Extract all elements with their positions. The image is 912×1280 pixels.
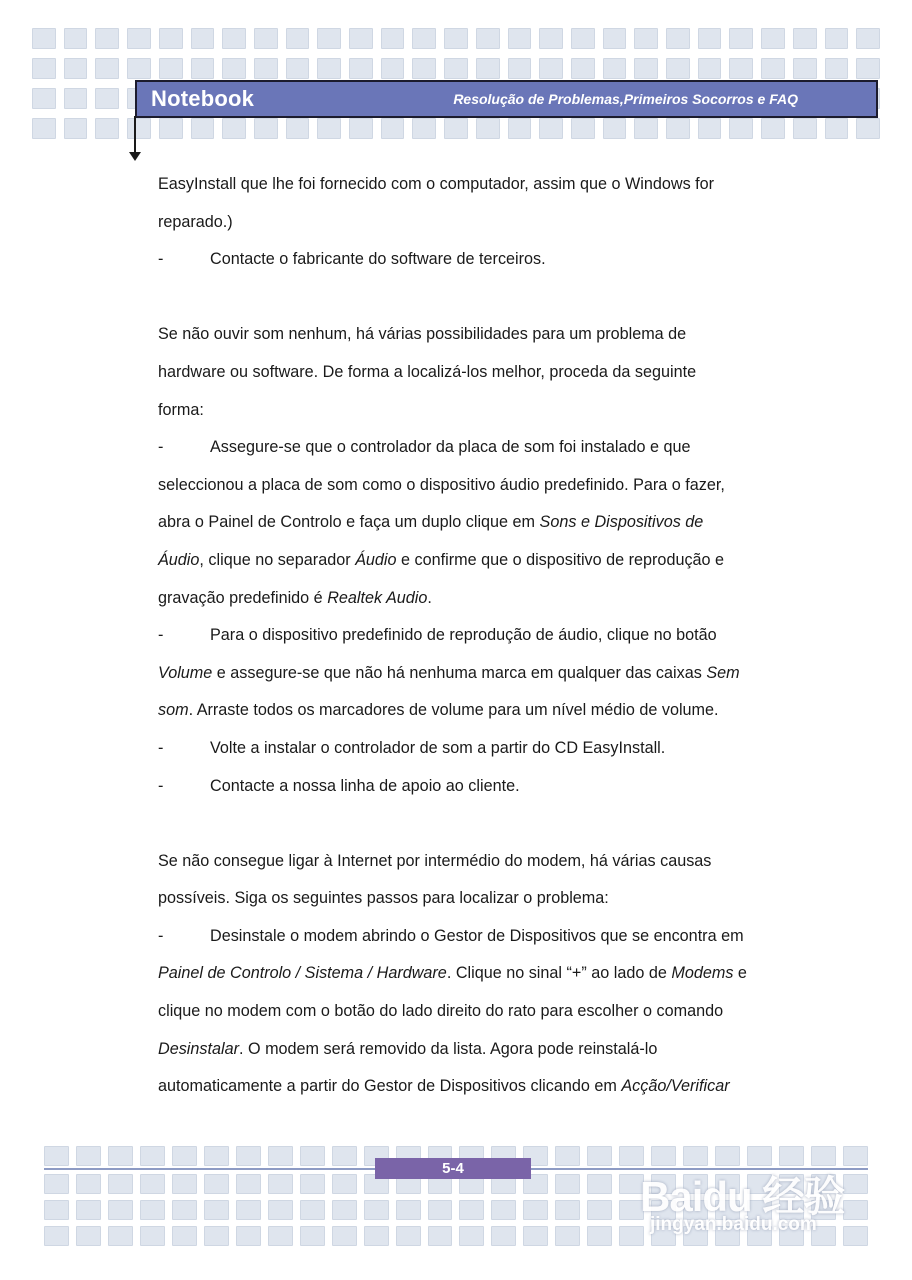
decorative-tile <box>191 118 215 139</box>
decorative-tile <box>603 118 627 139</box>
decorative-tile <box>300 1146 325 1166</box>
decorative-tile <box>332 1226 357 1246</box>
decorative-tile <box>761 58 785 79</box>
watermark-site: jingyan.baidu.com <box>650 1214 817 1235</box>
decorative-tile <box>95 88 119 109</box>
decorative-tile <box>300 1226 325 1246</box>
decorative-tile <box>587 1174 612 1194</box>
decorative-tile <box>108 1200 133 1220</box>
ui-path-text: Sons e Dispositivos de <box>539 513 704 532</box>
ui-path-text: Acção/Verificar <box>621 1077 730 1096</box>
decorative-tile <box>364 1226 389 1246</box>
decorative-tile <box>825 58 849 79</box>
decorative-tile <box>332 1146 357 1166</box>
decorative-tile <box>236 1200 261 1220</box>
list-item <box>158 768 768 806</box>
body-line: hardware ou software. De forma a localizá-los melhor, proceda da seguinte <box>158 362 697 381</box>
list-item-text: Contacte a nossa linha de apoio ao cliente. <box>210 776 520 795</box>
decorative-tile <box>412 58 436 79</box>
decorative-tile <box>254 28 278 49</box>
list-item <box>158 429 768 467</box>
decorative-tile <box>381 28 405 49</box>
decorative-tile <box>856 118 880 139</box>
ui-path-text: Áudio <box>158 550 200 569</box>
decorative-tile <box>491 1200 516 1220</box>
decorative-tile <box>698 58 722 79</box>
decorative-tile <box>793 58 817 79</box>
decorative-tile <box>729 28 753 49</box>
body-line: possíveis. Siga os seguintes passos para localizar o problema: <box>158 889 609 908</box>
decorative-tile <box>555 1226 580 1246</box>
decorative-tile <box>698 118 722 139</box>
decorative-tile <box>127 28 151 49</box>
decorative-tile <box>856 28 880 49</box>
decorative-tile <box>825 28 849 49</box>
watermark-logo: Baidu 经验 <box>640 1173 845 1220</box>
decorative-tile <box>508 118 532 139</box>
decorative-tile <box>44 1174 69 1194</box>
list-item-text: Desinstale o modem abrindo o Gestor de Dispositivos que se encontra em <box>210 926 744 945</box>
body-line: clique no modem com o botão do lado direito do rato para escolher o comando <box>158 1002 724 1021</box>
decorative-tile <box>76 1226 101 1246</box>
decorative-tile <box>76 1174 101 1194</box>
decorative-tile <box>476 28 500 49</box>
decorative-tile <box>64 118 88 139</box>
decorative-tile <box>268 1200 293 1220</box>
decorative-tile <box>204 1200 229 1220</box>
decorative-tile <box>364 1200 389 1220</box>
decorative-tile <box>140 1174 165 1194</box>
decorative-tile <box>268 1226 293 1246</box>
decorative-tile <box>332 1200 357 1220</box>
decorative-tile <box>571 28 595 49</box>
body-line: som. Arraste todos os marcadores de volume para um nível médio de volume. <box>158 701 719 720</box>
body-line: Se não consegue ligar à Internet por intermédio do modem, há várias causas <box>158 851 712 870</box>
decorative-tile <box>396 1200 421 1220</box>
decorative-tile <box>172 1146 197 1166</box>
decorative-tile <box>634 28 658 49</box>
ui-path-text: Modems <box>671 964 734 983</box>
decorative-tile <box>108 1174 133 1194</box>
decorative-tile <box>140 1146 165 1166</box>
ui-path-text: Desinstalar <box>158 1039 239 1058</box>
list-item-text: Volte a instalar o controlador de som a partir do CD EasyInstall. <box>210 738 666 757</box>
decorative-tile <box>286 118 310 139</box>
decorative-tile <box>286 58 310 79</box>
decorative-tile <box>761 28 785 49</box>
decorative-tile <box>555 1146 580 1166</box>
down-arrow-icon <box>129 152 141 161</box>
baidu-watermark <box>640 1150 890 1250</box>
decorative-tile <box>523 1200 548 1220</box>
decorative-tile <box>603 28 627 49</box>
decorative-tile <box>491 1226 516 1246</box>
decorative-tile <box>825 118 849 139</box>
decorative-tile <box>539 28 563 49</box>
decorative-tile <box>444 58 468 79</box>
header-tile-row <box>32 58 880 79</box>
decorative-tile <box>793 118 817 139</box>
body-line: abra o Painel de Controlo e faça um duplo clique em Sons e Dispositivos de <box>158 513 704 532</box>
decorative-tile <box>32 118 56 139</box>
decorative-tile <box>666 28 690 49</box>
list-item <box>158 918 768 956</box>
decorative-tile <box>459 1226 484 1246</box>
list-item <box>158 617 768 655</box>
body-line: Desinstalar. O modem será removido da lista. Agora pode reinstalá-lo <box>158 1039 658 1058</box>
decorative-tile <box>856 58 880 79</box>
decorative-tile <box>95 58 119 79</box>
decorative-tile <box>140 1226 165 1246</box>
decorative-tile <box>32 88 56 109</box>
list-dash: - <box>158 250 164 269</box>
decorative-tile <box>76 1146 101 1166</box>
decorative-tile <box>539 118 563 139</box>
decorative-tile <box>191 28 215 49</box>
list-dash: - <box>158 438 164 457</box>
decorative-tile <box>32 58 56 79</box>
decorative-tile <box>172 1226 197 1246</box>
decorative-tile <box>761 118 785 139</box>
decorative-tile <box>349 28 373 49</box>
decorative-tile <box>317 28 341 49</box>
header-tile-row <box>32 28 880 49</box>
decorative-tile <box>172 1174 197 1194</box>
decorative-tile <box>666 118 690 139</box>
decorative-tile <box>428 1200 453 1220</box>
page-number: 5-4 <box>375 1158 531 1179</box>
body-line: gravação predefinido é Realtek Audio. <box>158 588 432 607</box>
list-dash: - <box>158 776 164 795</box>
decorative-tile <box>587 1146 612 1166</box>
decorative-tile <box>108 1146 133 1166</box>
body-line: EasyInstall que lhe foi fornecido com o computador, assim que o Windows for <box>158 175 715 193</box>
decorative-tile <box>428 1226 453 1246</box>
header-title: Notebook <box>151 86 255 111</box>
decorative-tile <box>204 1146 229 1166</box>
decorative-tile <box>523 1226 548 1246</box>
decorative-tile <box>381 118 405 139</box>
decorative-tile <box>571 58 595 79</box>
header-bar <box>135 80 878 118</box>
decorative-tile <box>555 1200 580 1220</box>
decorative-tile <box>317 118 341 139</box>
page-body <box>158 166 768 1106</box>
decorative-tile <box>412 118 436 139</box>
decorative-tile <box>508 58 532 79</box>
decorative-tile <box>222 58 246 79</box>
decorative-tile <box>317 58 341 79</box>
body-line: Se não ouvir som nenhum, há várias possibilidades para um problema de <box>158 325 687 344</box>
decorative-tile <box>172 1200 197 1220</box>
body-line: forma: <box>158 400 204 419</box>
body-line: seleccionou a placa de som como o dispositivo áudio predefinido. Para o fazer, <box>158 475 725 494</box>
decorative-tile <box>159 58 183 79</box>
decorative-tile <box>666 58 690 79</box>
list-item <box>158 241 768 279</box>
decorative-tile <box>587 1226 612 1246</box>
decorative-tile <box>204 1174 229 1194</box>
decorative-tile <box>76 1200 101 1220</box>
decorative-tile <box>381 58 405 79</box>
decorative-tile <box>444 118 468 139</box>
decorative-tile <box>95 28 119 49</box>
decorative-tile <box>64 28 88 49</box>
decorative-tile <box>508 28 532 49</box>
decorative-tile <box>349 58 373 79</box>
body-line: Áudio, clique no separador Áudio e confirme que o dispositivo de reprodução e <box>158 550 725 569</box>
decorative-tile <box>222 118 246 139</box>
body-line: Volume e assegure-se que não há nenhuma marca em qualquer das caixas Sem <box>158 663 740 682</box>
header-marker-line <box>134 116 136 154</box>
body-line: automaticamente a partir do Gestor de Dispositivos clicando em Acção/Verificar <box>158 1077 730 1096</box>
decorative-tile <box>729 58 753 79</box>
decorative-tile <box>539 58 563 79</box>
decorative-tile <box>459 1200 484 1220</box>
ui-path-text: som <box>158 701 189 720</box>
ui-path-text: Realtek Audio <box>327 588 428 607</box>
decorative-tile <box>634 118 658 139</box>
decorative-tile <box>44 1226 69 1246</box>
ui-path-text: Volume <box>158 663 213 682</box>
decorative-tile <box>349 118 373 139</box>
decorative-tile <box>159 118 183 139</box>
decorative-tile <box>44 1146 69 1166</box>
list-dash: - <box>158 926 164 945</box>
body-line: Painel de Controlo / Sistema / Hardware. Clique no sinal “+” ao lado de Modems e <box>158 964 747 983</box>
decorative-tile <box>95 118 119 139</box>
ui-path-text: Sem <box>706 663 740 682</box>
decorative-tile <box>603 58 627 79</box>
decorative-tile <box>286 28 310 49</box>
list-dash: - <box>158 626 164 645</box>
decorative-tile <box>634 58 658 79</box>
decorative-tile <box>127 118 151 139</box>
ui-path-text: Áudio <box>355 550 397 569</box>
decorative-tile <box>191 58 215 79</box>
decorative-tile <box>300 1174 325 1194</box>
decorative-tile <box>396 1226 421 1246</box>
decorative-tile <box>236 1226 261 1246</box>
decorative-tile <box>587 1200 612 1220</box>
decorative-tile <box>64 88 88 109</box>
list-item-text: Para o dispositivo predefinido de reprodução de áudio, clique no botão <box>210 626 717 645</box>
header-subtitle: Resolução de Problemas,Primeiros Socorros e FAQ <box>453 91 798 107</box>
decorative-tile <box>571 118 595 139</box>
decorative-tile <box>44 1200 69 1220</box>
decorative-tile <box>698 28 722 49</box>
decorative-tile <box>254 58 278 79</box>
decorative-tile <box>254 118 278 139</box>
decorative-tile <box>236 1174 261 1194</box>
list-item-text: Contacte o fabricante do software de terceiros. <box>210 250 546 269</box>
decorative-tile <box>793 28 817 49</box>
decorative-tile <box>300 1200 325 1220</box>
list-dash: - <box>158 738 164 757</box>
decorative-tile <box>729 118 753 139</box>
decorative-tile <box>412 28 436 49</box>
decorative-tile <box>476 58 500 79</box>
decorative-tile <box>268 1146 293 1166</box>
decorative-tile <box>476 118 500 139</box>
ui-path-text: Painel de Controlo / Sistema / Hardware <box>158 964 447 983</box>
decorative-tile <box>222 28 246 49</box>
body-line: reparado.) <box>158 212 233 231</box>
decorative-tile <box>32 28 56 49</box>
header-tile-row <box>32 118 880 139</box>
decorative-tile <box>268 1174 293 1194</box>
decorative-tile <box>108 1226 133 1246</box>
decorative-tile <box>444 28 468 49</box>
decorative-tile <box>204 1226 229 1246</box>
decorative-tile <box>159 28 183 49</box>
decorative-tile <box>127 58 151 79</box>
list-item-text: Assegure-se que o controlador da placa de som foi instalado e que <box>210 438 691 457</box>
decorative-tile <box>140 1200 165 1220</box>
decorative-tile <box>64 58 88 79</box>
decorative-tile <box>332 1174 357 1194</box>
decorative-tile <box>236 1146 261 1166</box>
list-item <box>158 730 768 768</box>
decorative-tile <box>555 1174 580 1194</box>
